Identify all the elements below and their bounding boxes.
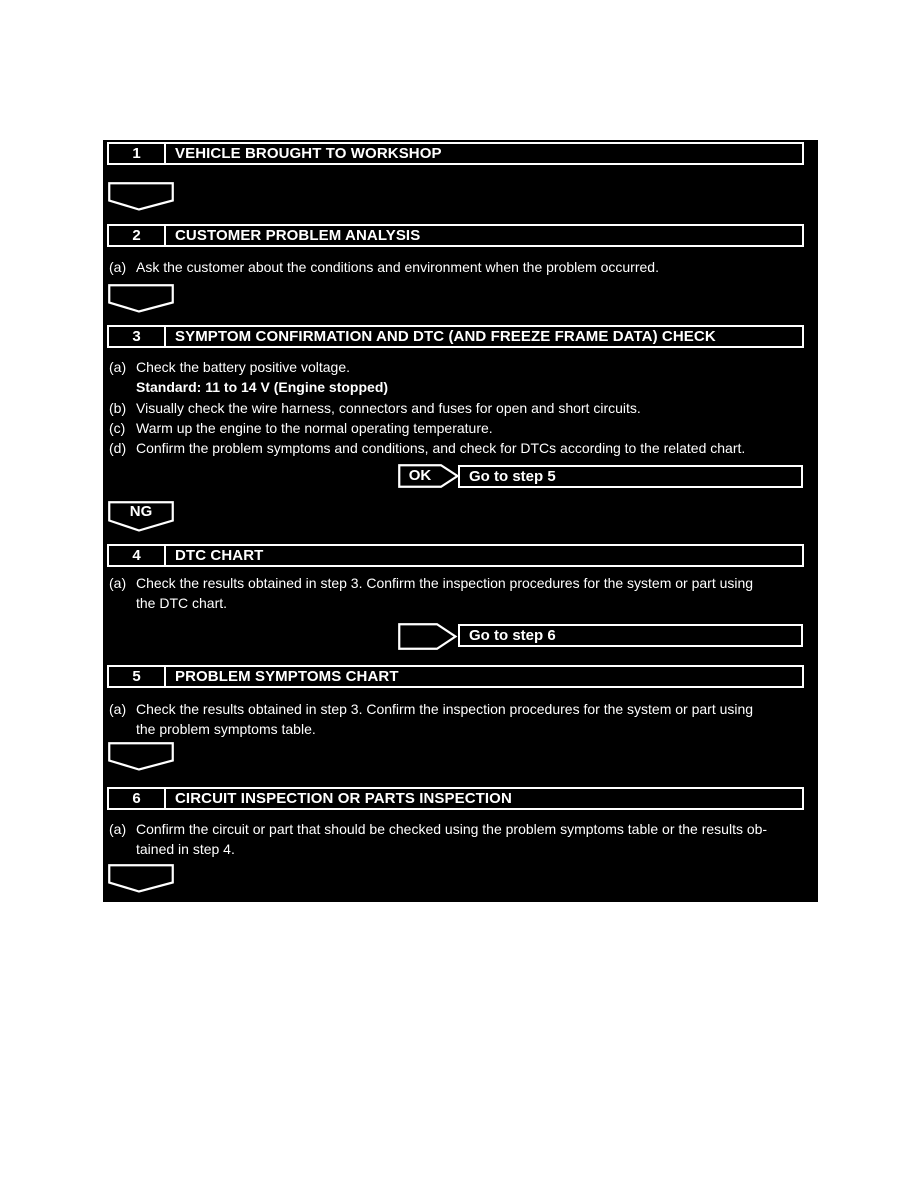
item-label: (a)	[109, 701, 127, 717]
step-2-header	[107, 224, 804, 247]
item-label: (a)	[109, 575, 127, 591]
step-number: 1	[109, 144, 166, 163]
step-3-header	[107, 325, 804, 348]
item-text-line: tained in step 4.	[136, 841, 235, 858]
step-title: CIRCUIT INSPECTION OR PARTS INSPECTION	[175, 790, 512, 807]
goto-step-5-box: Go to step 5	[458, 465, 803, 488]
step-number: 4	[109, 546, 166, 565]
item-text-line: Warm up the engine to the normal operating temperature.	[136, 420, 493, 436]
step-5-header	[107, 665, 804, 688]
step-4-header	[107, 544, 804, 567]
procedure-item	[109, 438, 811, 458]
ok-branch-arrow-icon	[398, 464, 460, 493]
flow-down-arrow-icon	[108, 284, 174, 318]
flow-down-arrow-icon	[108, 864, 174, 898]
item-label: (a)	[109, 359, 127, 375]
step-title: DTC CHART	[175, 547, 264, 564]
diagnostic-flowchart-panel	[103, 140, 818, 902]
item-text-line: Check the battery positive voltage.	[136, 359, 351, 375]
item-text-line: Confirm the circuit or part that should be checked using the problem symptoms table or the results ob-	[136, 821, 768, 837]
item-text-line: Confirm the problem symptoms and conditions, and check for DTCs according to the related chart.	[136, 440, 746, 456]
flow-down-arrow-icon	[108, 742, 174, 776]
step-title: CUSTOMER PROBLEM ANALYSIS	[175, 227, 421, 244]
step-title: VEHICLE BROUGHT TO WORKSHOP	[175, 145, 442, 162]
item-text-line: Ask the customer about the conditions and environment when the problem occurred.	[136, 259, 659, 275]
item-text-line: the problem symptoms table.	[136, 721, 316, 738]
step-title: PROBLEM SYMPTOMS CHART	[175, 668, 399, 685]
ok-branch-label: OK	[408, 467, 432, 484]
procedure-item	[109, 573, 811, 614]
item-text-line: Check the results obtained in step 3. Confirm the inspection procedures for the system or part using	[136, 701, 754, 717]
procedure-item	[109, 357, 811, 398]
item-label: (d)	[109, 440, 127, 456]
ng-connector	[108, 501, 174, 537]
branch-arrow-icon	[398, 623, 458, 655]
item-label: (a)	[109, 821, 127, 837]
flow-down-arrow-icon	[108, 182, 174, 216]
item-label: (a)	[109, 259, 127, 275]
step-number: 5	[109, 667, 166, 686]
step-1-header	[107, 142, 804, 165]
item-text-line: the DTC chart.	[136, 595, 228, 612]
step-number: 6	[109, 789, 166, 808]
procedure-item	[109, 398, 811, 418]
item-text-line: Visually check the wire harness, connectors and fuses for open and short circuits.	[136, 400, 641, 416]
procedure-item	[109, 819, 811, 860]
step-number: 3	[109, 327, 166, 346]
procedure-item	[109, 699, 811, 740]
step-6-header	[107, 787, 804, 810]
ng-connector-label: NG	[129, 503, 153, 520]
goto-step-6-box: Go to step 6	[458, 624, 803, 647]
procedure-item	[109, 418, 811, 438]
standard-value-line: Standard: 11 to 14 V (Engine stopped)	[136, 379, 389, 396]
step-number: 2	[109, 226, 166, 245]
item-text-line: Check the results obtained in step 3. Confirm the inspection procedures for the system or part using	[136, 575, 754, 591]
item-label: (c)	[109, 420, 126, 436]
item-label: (b)	[109, 400, 127, 416]
step-title: SYMPTOM CONFIRMATION AND DTC (AND FREEZE FRAME DATA) CHECK	[175, 328, 716, 345]
procedure-item	[109, 257, 811, 277]
